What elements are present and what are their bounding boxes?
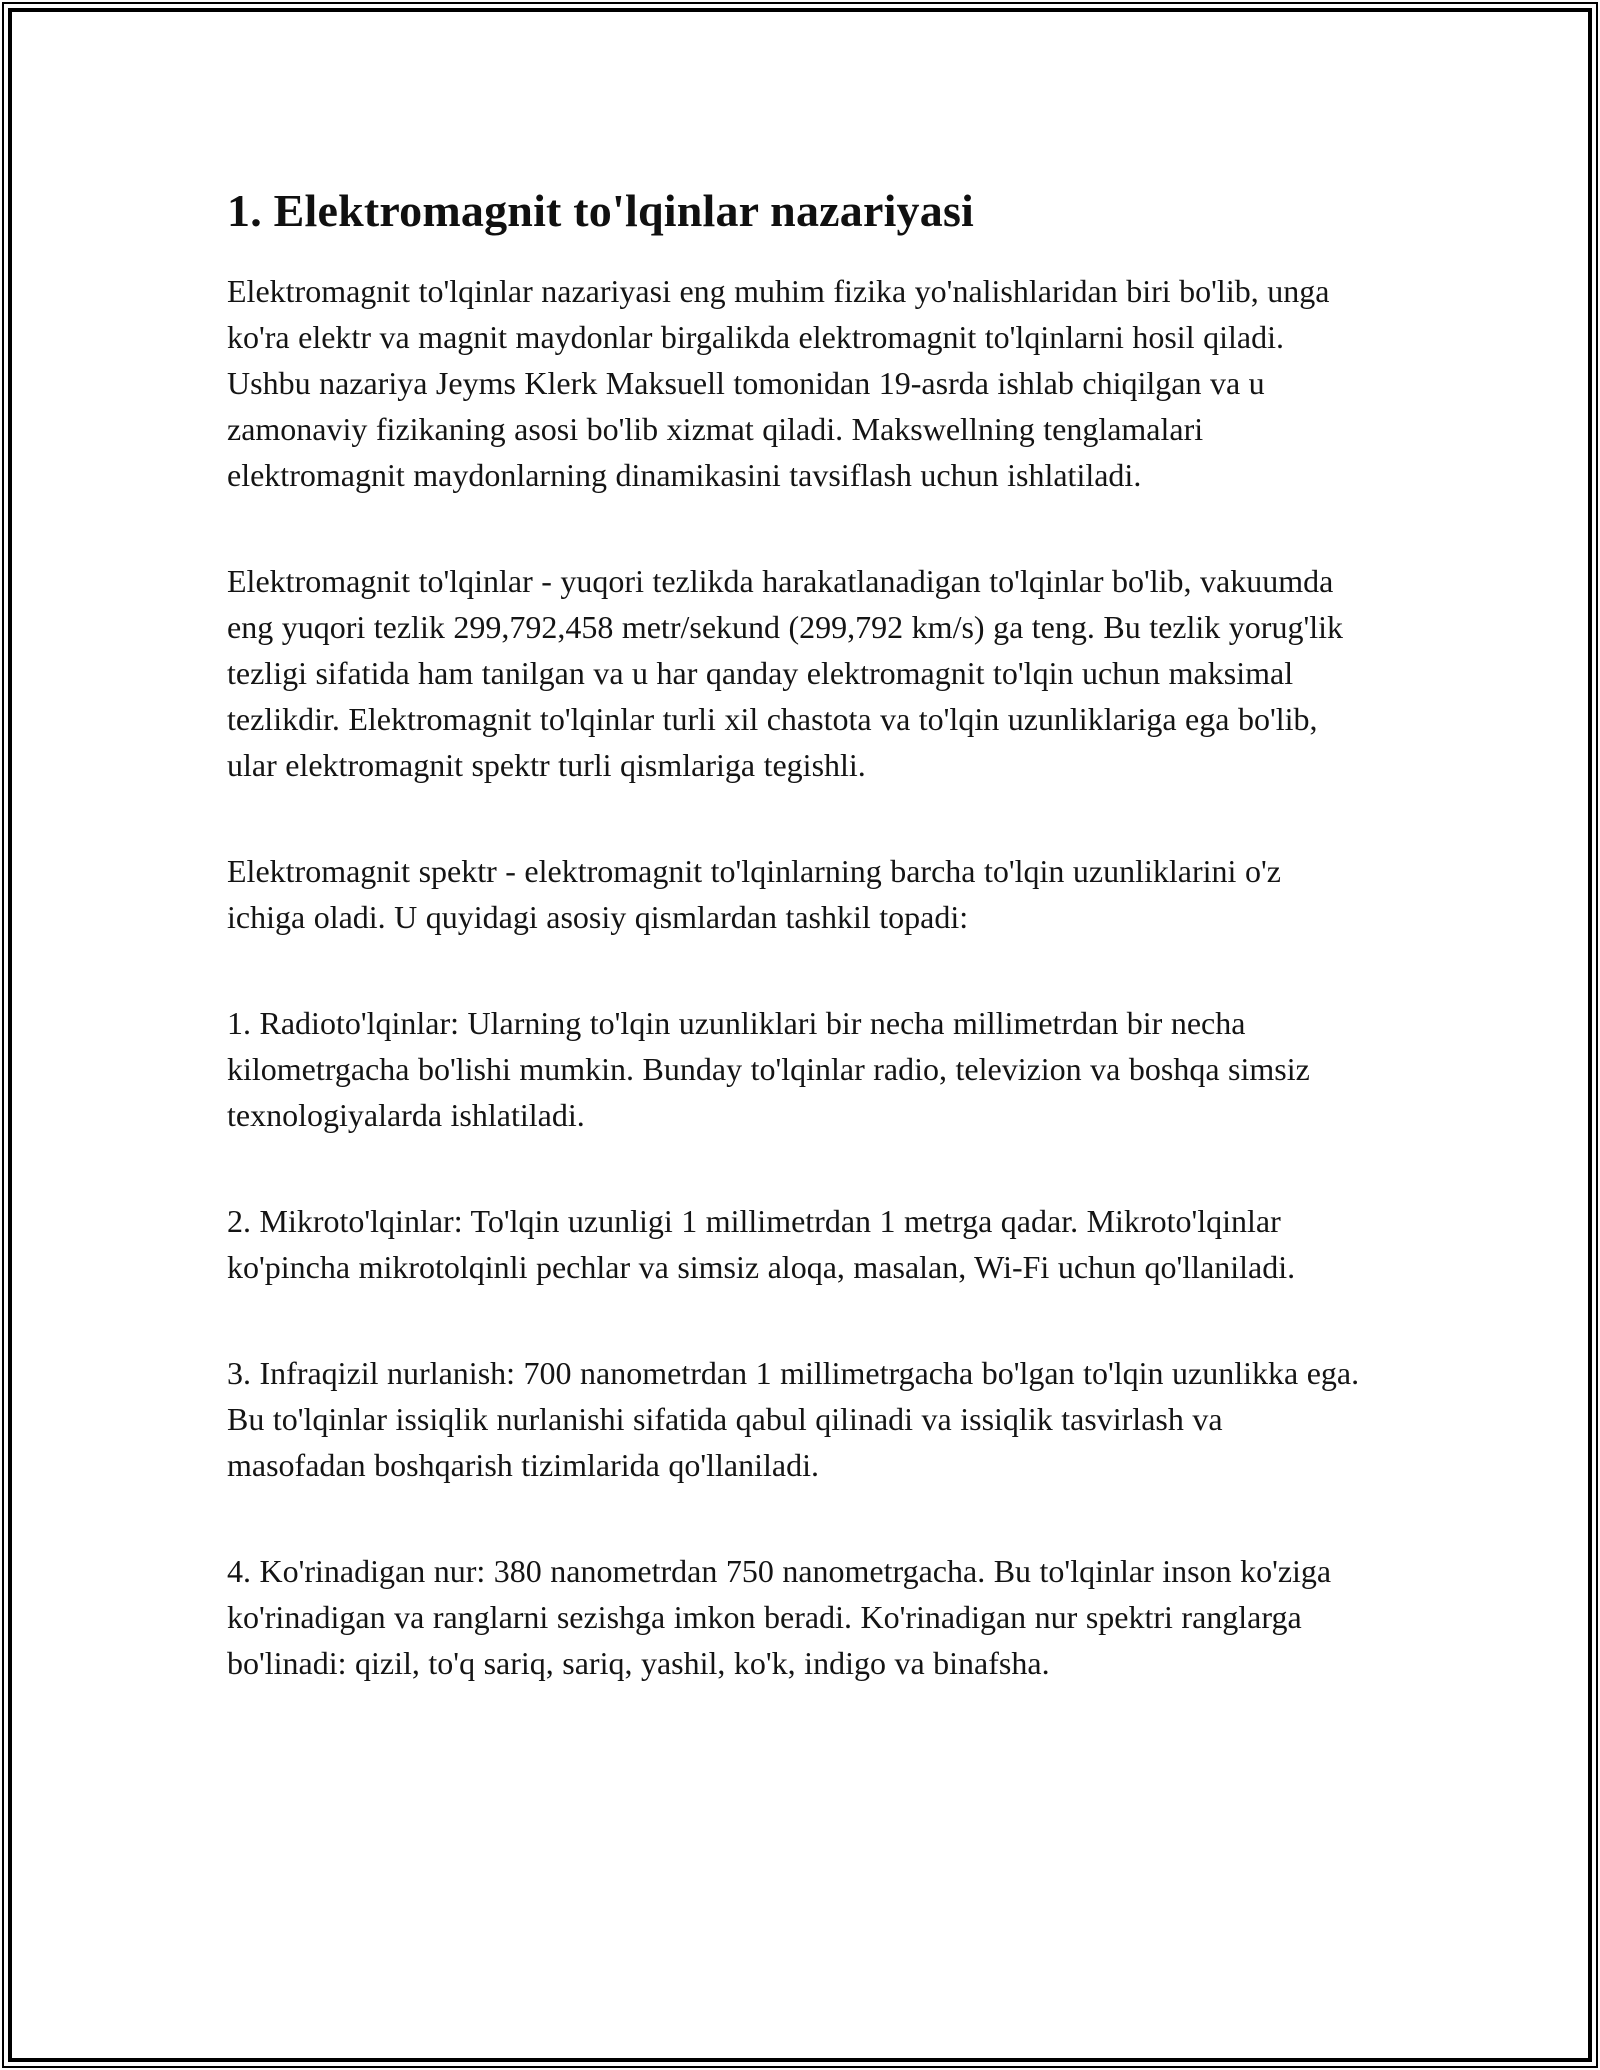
paragraph-item-microwaves: 2. Mikroto'lqinlar: To'lqin uzunligi 1 millimetrdan 1 metrga qadar. Mikroto'lqinlar ko'pincha mikrotolqinli pechlar va simsiz aloqa, masalan, Wi-Fi uchun qo'llaniladi. [227,1203,1296,1285]
paragraph-item-radio-waves: 1. Radioto'lqinlar: Ularning to'lqin uzunliklari bir necha millimetrdan bir necha kilometrgacha bo'lishi mumkin. Bunday to'lqinlar radio, televizion va boshqa simsiz texnologiyalarda ishlatiladi. [227,1005,1310,1133]
paragraph-item-infrared: 3. Infraqizil nurlanish: 700 nanometrdan 1 millimetrgacha bo'lgan to'lqin uzunlikka ega. Bu to'lqinlar issiqlik nurlanishi sifatida qabul qilinadi va issiqlik tasvirlash va masofadan boshqarish tizimlarida qo'llaniladi. [227,1355,1360,1483]
document-heading: 1. Elektromagnit to'lqinlar nazariyasi [227,185,975,236]
paragraph-wave-speed: Elektromagnit to'lqinlar - yuqori tezlikda harakatlanadigan to'lqinlar bo'lib, vakuumda eng yuqori tezlik 299,792,458 metr/sekund (299,792 km/s) ga teng. Bu tezlik yorug'lik tezligi sifatida ham tanilgan va u har qanday elektromagnit to'lqin uchun maksimal tezlikdir. Elektromagnit to'lqinlar turli xil chastota va to'lqin uzunliklariga ega bo'lib, ular elektromagnit spektr turli qismlariga tegishli. [227,563,1343,783]
paragraph-spectrum-intro: Elektromagnit spektr - elektromagnit to'lqinlarning barcha to'lqin uzunliklarini o'z ichiga oladi. U quyidagi asosiy qismlardan tashkil topadi: [227,853,1281,935]
document-page [227,182,1367,1686]
paragraph-theory-intro: Elektromagnit to'lqinlar nazariyasi eng muhim fizika yo'nalishlaridan biri bo'lib, unga ko'ra elektr va magnit maydonlar birgalikda elektromagnit to'lqinlarni hosil qiladi. Ushbu nazariya Jeyms Klerk Maksuell tomonidan 19-asrda ishlab chiqilgan va u zamonaviy fizikaning asosi bo'lib xizmat qiladi. Makswellning tenglamalari elektromagnit maydonlarning dinamikasini tavsiflash uchun ishlatiladi. [227,273,1330,493]
paragraph-item-visible-light: 4. Ko'rinadigan nur: 380 nanometrdan 750 nanometrgacha. Bu to'lqinlar inson ko'ziga ko'rinadigan va ranglarni sezishga imkon beradi. Ko'rinadigan nur spektri ranglarga bo'linadi: qizil, to'q sariq, sariq, yashil, ko'k, indigo va binafsha. [227,1553,1332,1681]
